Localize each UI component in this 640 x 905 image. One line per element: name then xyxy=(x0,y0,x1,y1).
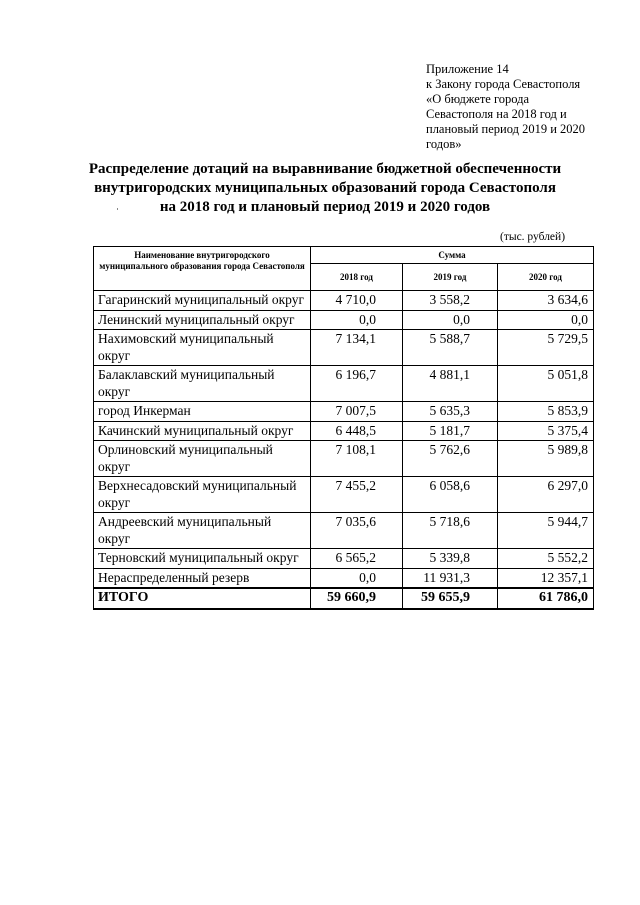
row-name: Гагаринский муниципальный округ xyxy=(94,291,311,311)
row-name: Балаклавский муниципальный округ xyxy=(94,366,311,402)
value-2018: 7 007,5 xyxy=(311,402,403,422)
value-2018: 7 108,1 xyxy=(311,441,403,477)
value-2019: 5 762,6 xyxy=(403,441,498,477)
value-2018: 0,0 xyxy=(311,568,403,588)
value-2018: 7 035,6 xyxy=(311,513,403,549)
table-body xyxy=(94,291,594,609)
value-2018: 0,0 xyxy=(311,310,403,330)
value-2019: 0,0 xyxy=(403,310,498,330)
value-2018: 6 196,7 xyxy=(311,366,403,402)
appendix-line: Приложение 14 xyxy=(426,62,509,76)
total-label: ИТОГО xyxy=(94,588,311,609)
table-row xyxy=(94,366,594,402)
value-2019: 5 339,8 xyxy=(403,549,498,569)
appendix-reference xyxy=(426,62,626,152)
scan-mark xyxy=(117,208,118,210)
row-name: Качинский муниципальный округ xyxy=(94,421,311,441)
appendix-line: Севастополя на 2018 год и xyxy=(426,107,567,121)
value-2019: 5 718,6 xyxy=(403,513,498,549)
document-title xyxy=(80,160,570,217)
header-sum: Сумма xyxy=(311,247,594,264)
table-row xyxy=(94,477,594,513)
value-2020: 5 051,8 xyxy=(498,366,594,402)
value-2019: 11 931,3 xyxy=(403,568,498,588)
table-row xyxy=(94,402,594,422)
row-name: город Инкерман xyxy=(94,402,311,422)
value-2020: 5 552,2 xyxy=(498,549,594,569)
table-header-row xyxy=(94,247,594,264)
value-2020: 6 297,0 xyxy=(498,477,594,513)
value-2018: 4 710,0 xyxy=(311,291,403,311)
value-2020: 12 357,1 xyxy=(498,568,594,588)
row-name: Нераспределенный резерв xyxy=(94,568,311,588)
row-name: Орлиновский муниципальный округ xyxy=(94,441,311,477)
value-2019: 4 881,1 xyxy=(403,366,498,402)
row-name: Андреевский муниципальный округ xyxy=(94,513,311,549)
total-2019: 59 655,9 xyxy=(403,588,498,609)
title-line: Распределение дотаций на выравнивание бюджетной обеспеченности xyxy=(88,161,562,177)
header-year-2018: 2018 год xyxy=(311,264,403,291)
row-name: Нахимовский муниципальный округ xyxy=(94,330,311,366)
value-2018: 6 448,5 xyxy=(311,421,403,441)
header-year-2019: 2019 год xyxy=(403,264,498,291)
row-name: Терновский муниципальный округ xyxy=(94,549,311,569)
header-name: Наименование внутригородского муниципального образования города Севастополя xyxy=(94,247,311,291)
title-line: внутригородских муниципальных образований города Севастополя xyxy=(94,180,556,196)
total-2018: 59 660,9 xyxy=(311,588,403,609)
value-2018: 7 134,1 xyxy=(311,330,403,366)
appendix-line: «О бюджете города xyxy=(426,92,530,106)
total-2020: 61 786,0 xyxy=(498,588,594,609)
table-row xyxy=(94,513,594,549)
value-2020: 5 944,7 xyxy=(498,513,594,549)
row-name: Ленинский муниципальный округ xyxy=(94,310,311,330)
value-2020: 5 375,4 xyxy=(498,421,594,441)
table-row xyxy=(94,421,594,441)
title-line: на 2018 год и плановый период 2019 и 2020 годов xyxy=(159,199,491,215)
value-2019: 5 588,7 xyxy=(403,330,498,366)
table-row xyxy=(94,310,594,330)
value-2020: 5 729,5 xyxy=(498,330,594,366)
header-year-2020: 2020 год xyxy=(498,264,594,291)
table-row xyxy=(94,568,594,588)
value-2018: 7 455,2 xyxy=(311,477,403,513)
total-row xyxy=(94,588,594,609)
table-row xyxy=(94,549,594,569)
row-name: Верхнесадовский муниципальный округ xyxy=(94,477,311,513)
units-label: (тыс. рублей) xyxy=(500,231,566,243)
table-row xyxy=(94,291,594,311)
value-2019: 3 558,2 xyxy=(403,291,498,311)
value-2019: 6 058,6 xyxy=(403,477,498,513)
appendix-line: к Закону города Севастополя xyxy=(426,77,581,91)
value-2020: 3 634,6 xyxy=(498,291,594,311)
value-2020: 5 853,9 xyxy=(498,402,594,422)
value-2020: 0,0 xyxy=(498,310,594,330)
value-2020: 5 989,8 xyxy=(498,441,594,477)
value-2019: 5 181,7 xyxy=(403,421,498,441)
appendix-line: годов» xyxy=(426,137,462,151)
value-2018: 6 565,2 xyxy=(311,549,403,569)
table-row xyxy=(94,330,594,366)
table-row xyxy=(94,441,594,477)
value-2019: 5 635,3 xyxy=(403,402,498,422)
appendix-line: плановый период 2019 и 2020 xyxy=(426,122,586,136)
subsidy-table xyxy=(93,246,594,610)
